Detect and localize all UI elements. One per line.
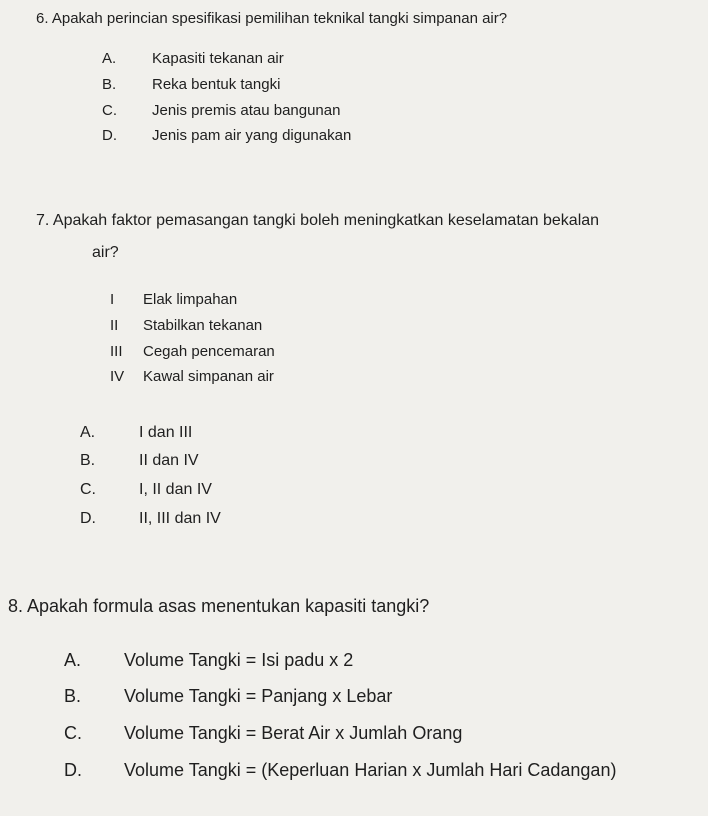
q7-statement-1-numeral: I xyxy=(110,291,115,308)
q8-option-a-label[interactable]: A. xyxy=(64,650,82,670)
q6-option-d-text[interactable]: Jenis pam air yang digunakan xyxy=(152,127,352,144)
q8-option-c-text[interactable]: Volume Tangki = Berat Air x Jumlah Orang xyxy=(124,723,463,743)
q6-option-b-label[interactable]: B. xyxy=(102,76,117,93)
q6-option-d-label[interactable]: D. xyxy=(102,127,117,144)
q6-option-a-text[interactable]: Kapasiti tekanan air xyxy=(152,50,284,67)
q8-option-d-label[interactable]: D. xyxy=(64,760,82,780)
q8-option-b-text[interactable]: Volume Tangki = Panjang x Lebar xyxy=(124,686,393,706)
question-7-text-line1: 7. Apakah faktor pemasangan tangki boleh meningkatkan keselamatan bekalan xyxy=(36,212,600,229)
q6-option-b-text[interactable]: Reka bentuk tangki xyxy=(152,76,281,93)
q7-option-d-text[interactable]: II, III dan IV xyxy=(139,510,221,527)
q7-option-c-label[interactable]: C. xyxy=(80,481,96,498)
q8-option-c-label[interactable]: C. xyxy=(64,723,82,743)
question-7-text-line2: air? xyxy=(92,244,119,261)
question-8-text: 8. Apakah formula asas menentukan kapasiti tangki? xyxy=(8,596,430,616)
q7-statement-1-text: Elak limpahan xyxy=(143,291,238,308)
q7-statement-3-text: Cegah pencemaran xyxy=(143,343,275,360)
q6-option-a-label[interactable]: A. xyxy=(102,50,117,67)
q8-option-d-text[interactable]: Volume Tangki = (Keperluan Harian x Jumlah Hari Cadangan) xyxy=(124,760,617,780)
q7-statement-2-numeral: II xyxy=(110,317,119,334)
q7-option-b-label[interactable]: B. xyxy=(80,452,96,469)
question-6-text: 6. Apakah perincian spesifikasi pemilihan teknikal tangki simpanan air? xyxy=(36,10,508,27)
q7-statement-2-text: Stabilkan tekanan xyxy=(143,317,263,334)
q7-option-b-text[interactable]: II dan IV xyxy=(139,452,199,469)
q7-option-a-text[interactable]: I dan III xyxy=(139,424,193,441)
q7-statement-4-numeral: IV xyxy=(110,368,125,385)
q7-statement-3-numeral: III xyxy=(110,343,123,360)
q7-statement-4-text: Kawal simpanan air xyxy=(143,368,274,385)
q8-option-a-text[interactable]: Volume Tangki = Isi padu x 2 xyxy=(124,650,354,670)
q6-option-c-text[interactable]: Jenis premis atau bangunan xyxy=(152,102,341,119)
q6-option-c-label[interactable]: C. xyxy=(102,102,117,119)
q7-option-d-label[interactable]: D. xyxy=(80,510,96,527)
q8-option-b-label[interactable]: B. xyxy=(64,686,82,706)
q7-option-c-text[interactable]: I, II dan IV xyxy=(139,481,212,498)
q7-option-a-label[interactable]: A. xyxy=(80,424,96,441)
